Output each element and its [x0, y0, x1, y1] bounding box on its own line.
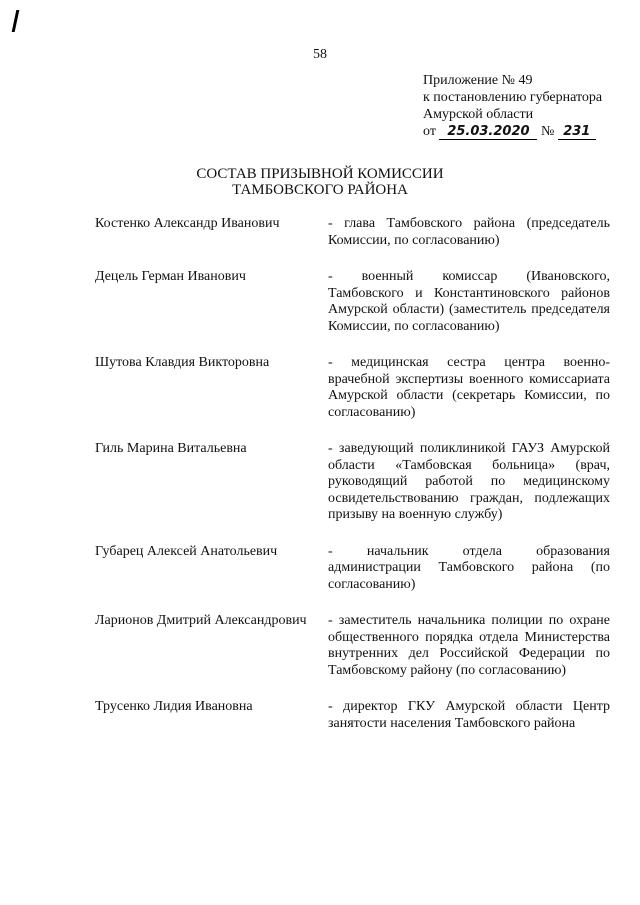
member-name: Ларионов Дмитрий Александрович [95, 613, 307, 628]
title-line-2: ТАМБОВСКОГО РАЙОНА [232, 182, 408, 198]
handwritten-date: 25.03.2020 [439, 125, 537, 140]
title-line-1: СОСТАВ ПРИЗЫВНОЙ КОМИССИИ [196, 166, 444, 182]
member-row [95, 269, 610, 335]
member-name: Костенко Александр Иванович [95, 216, 280, 231]
document-title [0, 166, 640, 198]
member-role: - начальник отдела образования администрации Тамбовского района (по согласованию) [328, 543, 610, 592]
page-number: 58 [313, 47, 327, 62]
member-row [95, 699, 610, 732]
member-role: - заведующий поликлиникой ГАУЗ Амурской области «Тамбовская больница» (врач, руководящий работой по медицинскому освидетельствованию граждан, подлежащих призыву на военную службу) [328, 441, 610, 522]
appendix-line-1: Приложение № 49 [423, 73, 533, 88]
member-row [95, 613, 610, 679]
member-row [95, 441, 610, 524]
member-row [95, 544, 610, 594]
member-role: - глава Тамбовского района (председатель Комиссии, по согласованию) [328, 216, 610, 248]
member-name: Децель Герман Иванович [95, 269, 246, 284]
member-name: Шутова Клавдия Викторовна [95, 355, 270, 370]
member-role: - заместитель начальника полиции по охране общественного порядка отдела Министерства внутренних дел Российской Федерации по Тамбовскому району (по согласованию) [328, 613, 610, 678]
member-role: - военный комиссар (Ивановского, Тамбовского и Константиновского районов Амурской области) (заместитель председателя Комиссии, по согласованию) [328, 269, 610, 334]
members-list [95, 216, 610, 732]
handwritten-number: 231 [558, 125, 596, 140]
member-row [95, 355, 610, 421]
member-role: - медицинская сестра центра военно-врачебной экспертизы военного комиссариата Амурской области (секретарь Комиссии, по согласованию) [328, 355, 610, 420]
appendix-line-3: Амурской области [423, 107, 534, 122]
member-name: Гиль Марина Витальевна [95, 441, 247, 456]
appendix-line-2: к постановлению губернатора [423, 90, 603, 105]
member-row [95, 216, 610, 249]
member-name: Губарец Алексей Анатольевич [95, 543, 278, 559]
appendix-header [423, 72, 602, 140]
member-name: Трусенко Лидия Ивановна [95, 699, 253, 714]
member-role: - директор ГКУ Амурской области Центр занятости населения Тамбовского района [328, 699, 610, 731]
appendix-date-line [423, 123, 602, 140]
from-label: от [423, 124, 436, 139]
handwritten-slash-mark [12, 10, 20, 32]
number-label: № [540, 124, 555, 139]
